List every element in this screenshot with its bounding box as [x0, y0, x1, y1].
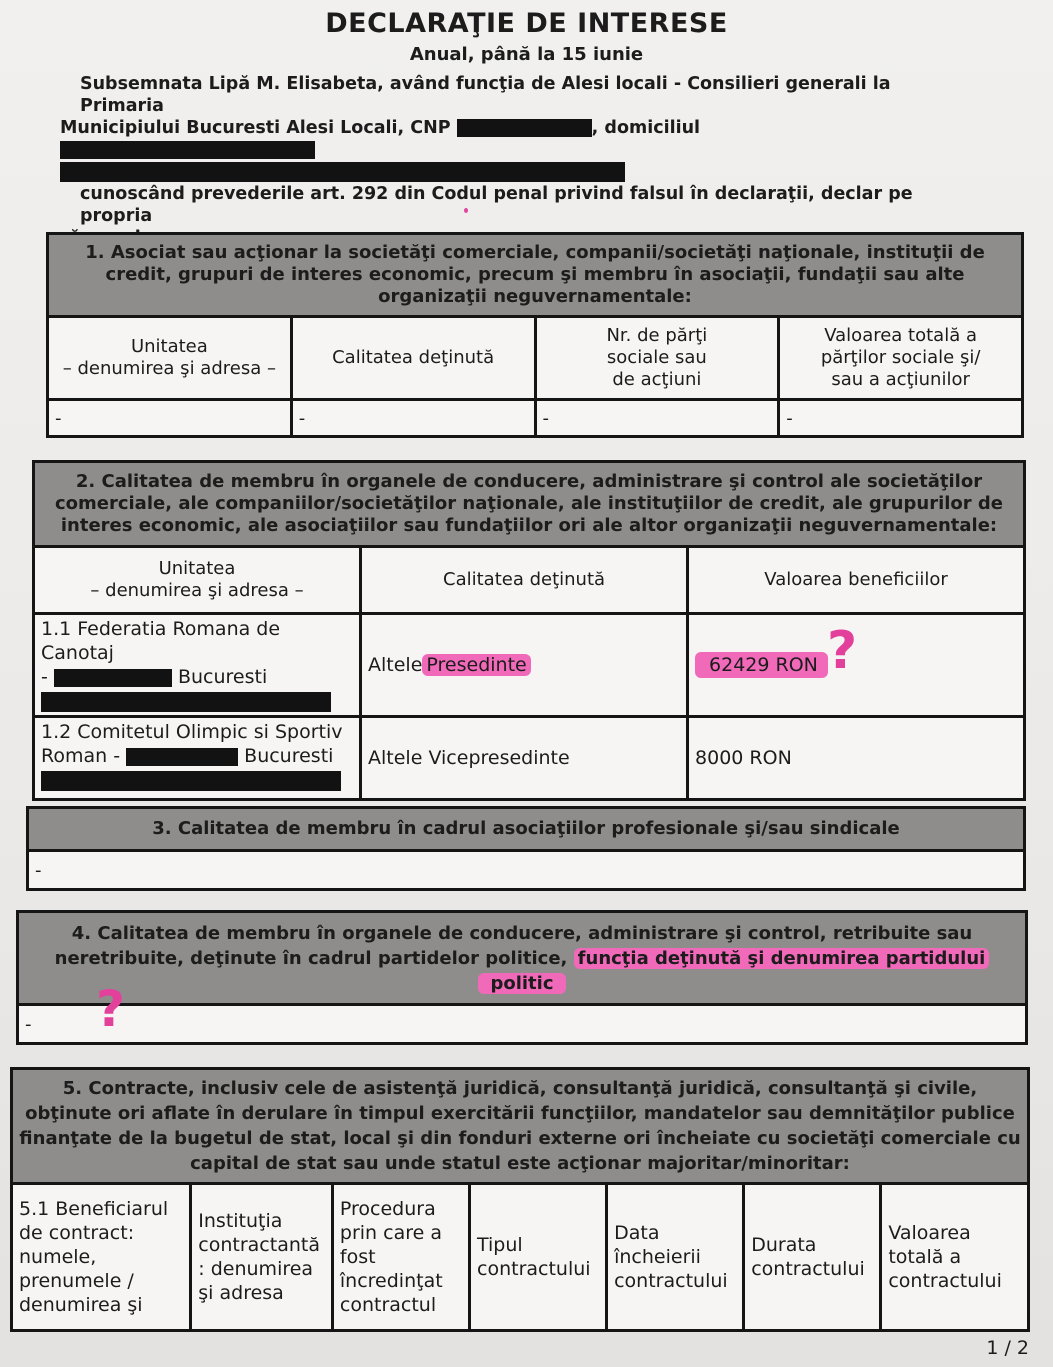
- s5-col-type: Tipul contractului: [470, 1184, 607, 1331]
- s2-row2-role: [361, 717, 688, 800]
- s2-row1-value: 62429 RON: [695, 652, 828, 678]
- s2-row1-role: [361, 614, 688, 717]
- s2-col-role: Calitatea deţinută: [361, 547, 688, 614]
- statement-line-1: Subsemnata Lipă M. Elisabeta, având funcţia de Alesi locali - Consilieri generali la Primaria: [80, 74, 891, 116]
- s2-row2-role-prefix: Altele: [368, 747, 423, 769]
- section-1-table: [46, 232, 1024, 438]
- s2-row2-value: 8000 RON: [688, 717, 1025, 800]
- redacted-address-line: [41, 771, 341, 791]
- s2-row1-unit-prefix: -: [41, 666, 48, 688]
- statement-line-2: [60, 117, 960, 161]
- redacted-address-2: [60, 162, 625, 182]
- s5-col-procedure: Procedura prin care a fost încredinţat contractul: [332, 1184, 469, 1331]
- section-5-heading: 5. Contracte, inclusiv cele de asistenţă juridică, consultanţă juridică, consultanţă şi civile, obţinute ori aflate în derulare în timpul exercitării funcţiilor, mandatelor sau demnităţilor publice finanţate de la bugetul de stat, local şi din fonduri externe ori încheiate cu societăţi comerciale cu capital de stat sau unde statul este acţionar majoritar/minoritar:: [12, 1069, 1029, 1184]
- page-number: 1 / 2: [986, 1337, 1029, 1359]
- annotation-question-mark: ?: [827, 621, 858, 681]
- section-4-table: [16, 910, 1028, 1045]
- redacted-address-1: [60, 141, 315, 159]
- section-4-heading-highlight: funcţia deţinută şi denumirea partidului: [574, 948, 990, 969]
- s2-row1-value-cell: [688, 614, 1025, 717]
- table-row: [34, 717, 1025, 800]
- redacted-cnp: [457, 119, 592, 137]
- table-row: [34, 614, 1025, 717]
- pen-mark: [464, 208, 468, 213]
- s1-col-value: Valoarea totală a părţilor sociale şi/ sau a acţiunilor: [779, 317, 1023, 400]
- section-2-heading: 2. Calitatea de membru în organele de conducere, administrare şi control ale societăţilor comerciale, ale companiilor/societăţilor naţionale, ale instituţiilor de credit, ale grupurilor de interes economic, ale asociaţiilor sau fundaţiilor ori ale altor organizaţii neguvernamentale:: [34, 462, 1025, 547]
- redacted-address: [54, 669, 172, 687]
- s5-col-institution: Instituţia contractantă : denumirea şi adresa: [191, 1184, 333, 1331]
- redacted-address-line: [41, 692, 331, 712]
- s1-col-shares: Nr. de părţi sociale sau de acţiuni: [535, 317, 779, 400]
- s2-row2-redaction: [41, 768, 353, 792]
- s5-col-date: Data încheierii contractului: [607, 1184, 744, 1331]
- s2-row2-unit-city: Bucuresti: [244, 745, 334, 767]
- redacted-address: [126, 748, 238, 766]
- section-4-heading: [18, 912, 1027, 1005]
- section-4-heading-highlight-2: politic: [478, 973, 565, 994]
- s5-col-beneficiary: 5.1 Beneficiarul de contract: numele, prenumele / denumirea şi: [12, 1184, 191, 1331]
- s2-row1-unit-name: 1.1 Federatia Romana de Canotaj: [41, 618, 281, 664]
- s1-cell-shares: -: [535, 400, 779, 437]
- s2-row1-unit-city: Bucuresti: [177, 666, 268, 688]
- s1-cell-value: -: [779, 400, 1023, 437]
- document-title: DECLARAŢIE DE INTERESE: [325, 8, 728, 39]
- s2-col-unit: Unitatea – denumirea şi adresa –: [34, 547, 361, 614]
- section-1-heading: 1. Asociat sau acţionar la societăţi comerciale, companii/societăţi naţionale, instituţii de credit, grupuri de interes economic, precum şi membru în asociaţii, fundaţii sau alte organizaţii neguvernamentale:: [48, 234, 1023, 317]
- s1-cell-role: -: [291, 400, 535, 437]
- s5-col-duration: Durata contractului: [744, 1184, 881, 1331]
- s2-row1-role-highlighted: Presedinte: [422, 654, 530, 676]
- section-5-table: [10, 1067, 1030, 1332]
- s3-cell: -: [28, 851, 1025, 890]
- section-3-table: [26, 806, 1026, 891]
- s2-row1-unit-address: [41, 665, 353, 689]
- statement-line-2b: , domiciliul: [591, 118, 701, 138]
- s2-row2-role-value: Vicepresedinte: [428, 747, 570, 769]
- s2-row1-redaction: [41, 689, 353, 713]
- s1-col-unit: Unitatea – denumirea şi adresa –: [48, 317, 292, 400]
- s1-cell-unit: -: [48, 400, 292, 437]
- statement-line-3: cunoscând prevederile art. 292 din Codul penal privind falsul în declaraţii, declar pe propria: [80, 184, 913, 226]
- s2-row1-role-prefix: Altele: [368, 654, 423, 676]
- s1-col-role: Calitatea deţinută: [291, 317, 535, 400]
- declarant-statement: [60, 73, 960, 249]
- s4-cell-value: -: [25, 1013, 32, 1035]
- section-4-heading-text: 4. Calitatea de membru în organele de conducere, administrare şi control, retribuite sau neretribuite, deţinute în cadrul partidelor politice,: [54, 922, 973, 969]
- section-2-table: [32, 460, 1026, 801]
- s2-row1-unit: [34, 614, 361, 717]
- document-subtitle: Anual, până la 15 iunie: [409, 44, 644, 65]
- s2-row2-unit-name: 1.2 Comitetul Olimpic si Sportiv: [41, 721, 343, 743]
- s2-row2-unit: [34, 717, 361, 800]
- statement-redaction-row: [60, 161, 960, 183]
- s4-cell: [18, 1005, 1027, 1044]
- s2-row2-unit-prefix: Roman -: [41, 745, 121, 767]
- annotation-question-mark-2: ?: [96, 980, 126, 1038]
- s2-row2-unit-address: [41, 744, 353, 768]
- s5-col-value: Valoarea totală a contractului: [881, 1184, 1029, 1331]
- statement-line-2a: Municipiului Bucuresti Alesi Locali, CNP: [60, 118, 451, 138]
- s2-col-benefits: Valoarea beneficiilor: [688, 547, 1025, 614]
- section-3-heading: 3. Calitatea de membru în cadrul asociaţiilor profesionale şi/sau sindicale: [28, 808, 1025, 851]
